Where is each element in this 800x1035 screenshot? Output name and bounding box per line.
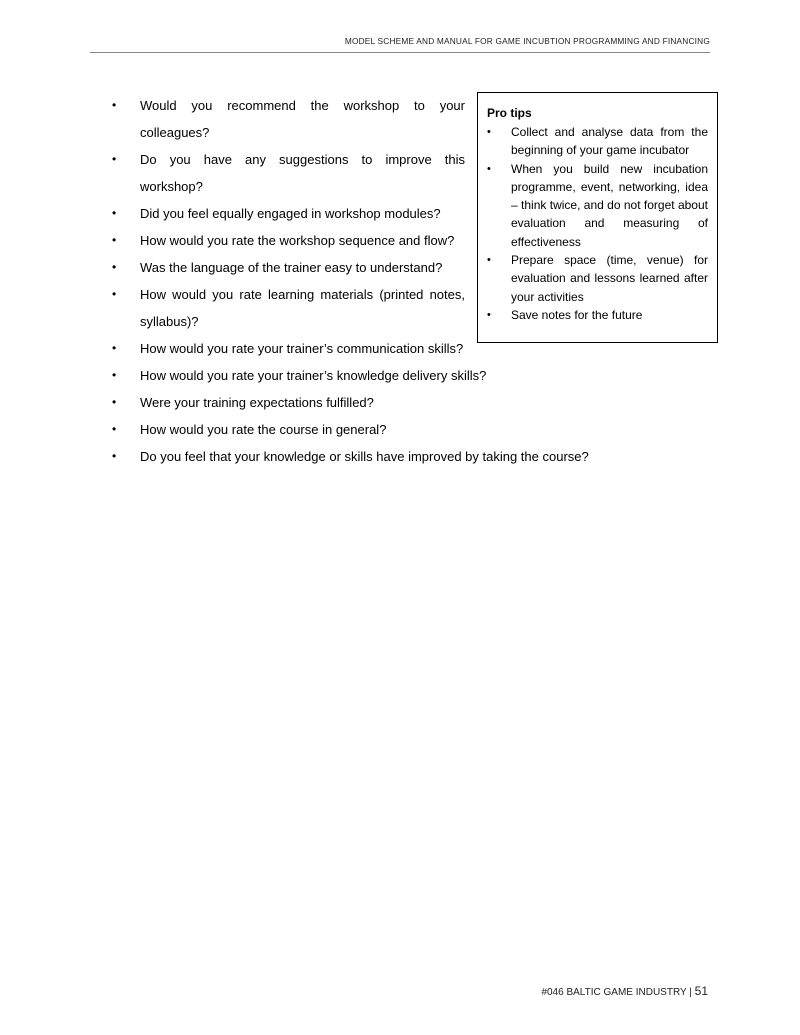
- bullet-icon: •: [112, 233, 117, 247]
- bullet-icon: •: [112, 98, 117, 112]
- tip-text: When you build new incubation programme, event, networking, idea – think twice, and do not forget about evaluation and measuring of effectiveness: [511, 161, 708, 249]
- bullet-icon: •: [112, 260, 117, 274]
- list-item: [112, 254, 465, 281]
- tip-item: [487, 123, 708, 160]
- list-item: [112, 146, 465, 200]
- list-item: [112, 416, 712, 443]
- tip-item: [487, 160, 708, 251]
- publication-label: #046 BALTIC GAME INDUSTRY |: [541, 987, 695, 998]
- tip-text: Prepare space (time, venue) for evaluation and lessons learned after your activities: [511, 253, 708, 304]
- bullet-icon: •: [112, 152, 117, 166]
- question-text: How would you rate your trainer’s knowledge delivery skills?: [140, 368, 487, 383]
- question-text: Do you feel that your knowledge or skills have improved by taking the course?: [140, 449, 589, 464]
- list-item: [112, 92, 465, 146]
- question-text: How would you rate the workshop sequence and flow?: [140, 233, 455, 248]
- bullet-icon: •: [112, 422, 117, 436]
- bullet-icon: •: [112, 206, 117, 220]
- header-divider: [90, 52, 710, 53]
- pro-tips-box: [477, 92, 718, 343]
- list-item: [112, 200, 465, 227]
- page-footer: [400, 984, 708, 998]
- question-text: How would you rate learning materials (printed notes, syllabus)?: [140, 287, 465, 329]
- list-item: [112, 362, 712, 389]
- list-item: [112, 443, 712, 470]
- question-text: How would you rate the course in general?: [140, 422, 387, 437]
- tip-text: Save notes for the future: [511, 307, 643, 322]
- bullet-icon: •: [112, 395, 117, 409]
- list-item: [112, 389, 712, 416]
- bullet-icon: •: [487, 162, 491, 175]
- question-text: How would you rate your trainer’s communication skills?: [140, 341, 464, 356]
- bullet-icon: •: [487, 254, 491, 267]
- pro-tips-list: [487, 123, 708, 324]
- tip-item: [487, 251, 708, 306]
- bullet-icon: •: [112, 287, 117, 301]
- bullet-icon: •: [112, 449, 117, 463]
- running-header: MODEL SCHEME AND MANUAL FOR GAME INCUBTION PROGRAMMING AND FINANCING: [344, 36, 710, 46]
- question-text: Were your training expectations fulfilled?: [140, 395, 374, 410]
- tip-item: [487, 306, 708, 324]
- bullet-icon: •: [112, 368, 117, 382]
- question-text: Was the language of the trainer easy to understand?: [140, 260, 443, 275]
- list-item: [112, 227, 465, 254]
- list-item: [112, 281, 465, 335]
- bullet-icon: •: [487, 126, 491, 138]
- pro-tips-title: Pro tips: [487, 106, 532, 120]
- page-number: 51: [694, 984, 708, 998]
- bullet-icon: •: [112, 341, 117, 355]
- question-text: Do you have any suggestions to improve this workshop?: [140, 152, 465, 194]
- tip-text: Collect and analyse data from the beginning of your game incubator: [511, 125, 708, 158]
- question-text: Did you feel equally engaged in workshop modules?: [140, 206, 441, 221]
- bullet-icon: •: [487, 308, 491, 321]
- question-text: Would you recommend the workshop to your colleagues?: [140, 98, 465, 140]
